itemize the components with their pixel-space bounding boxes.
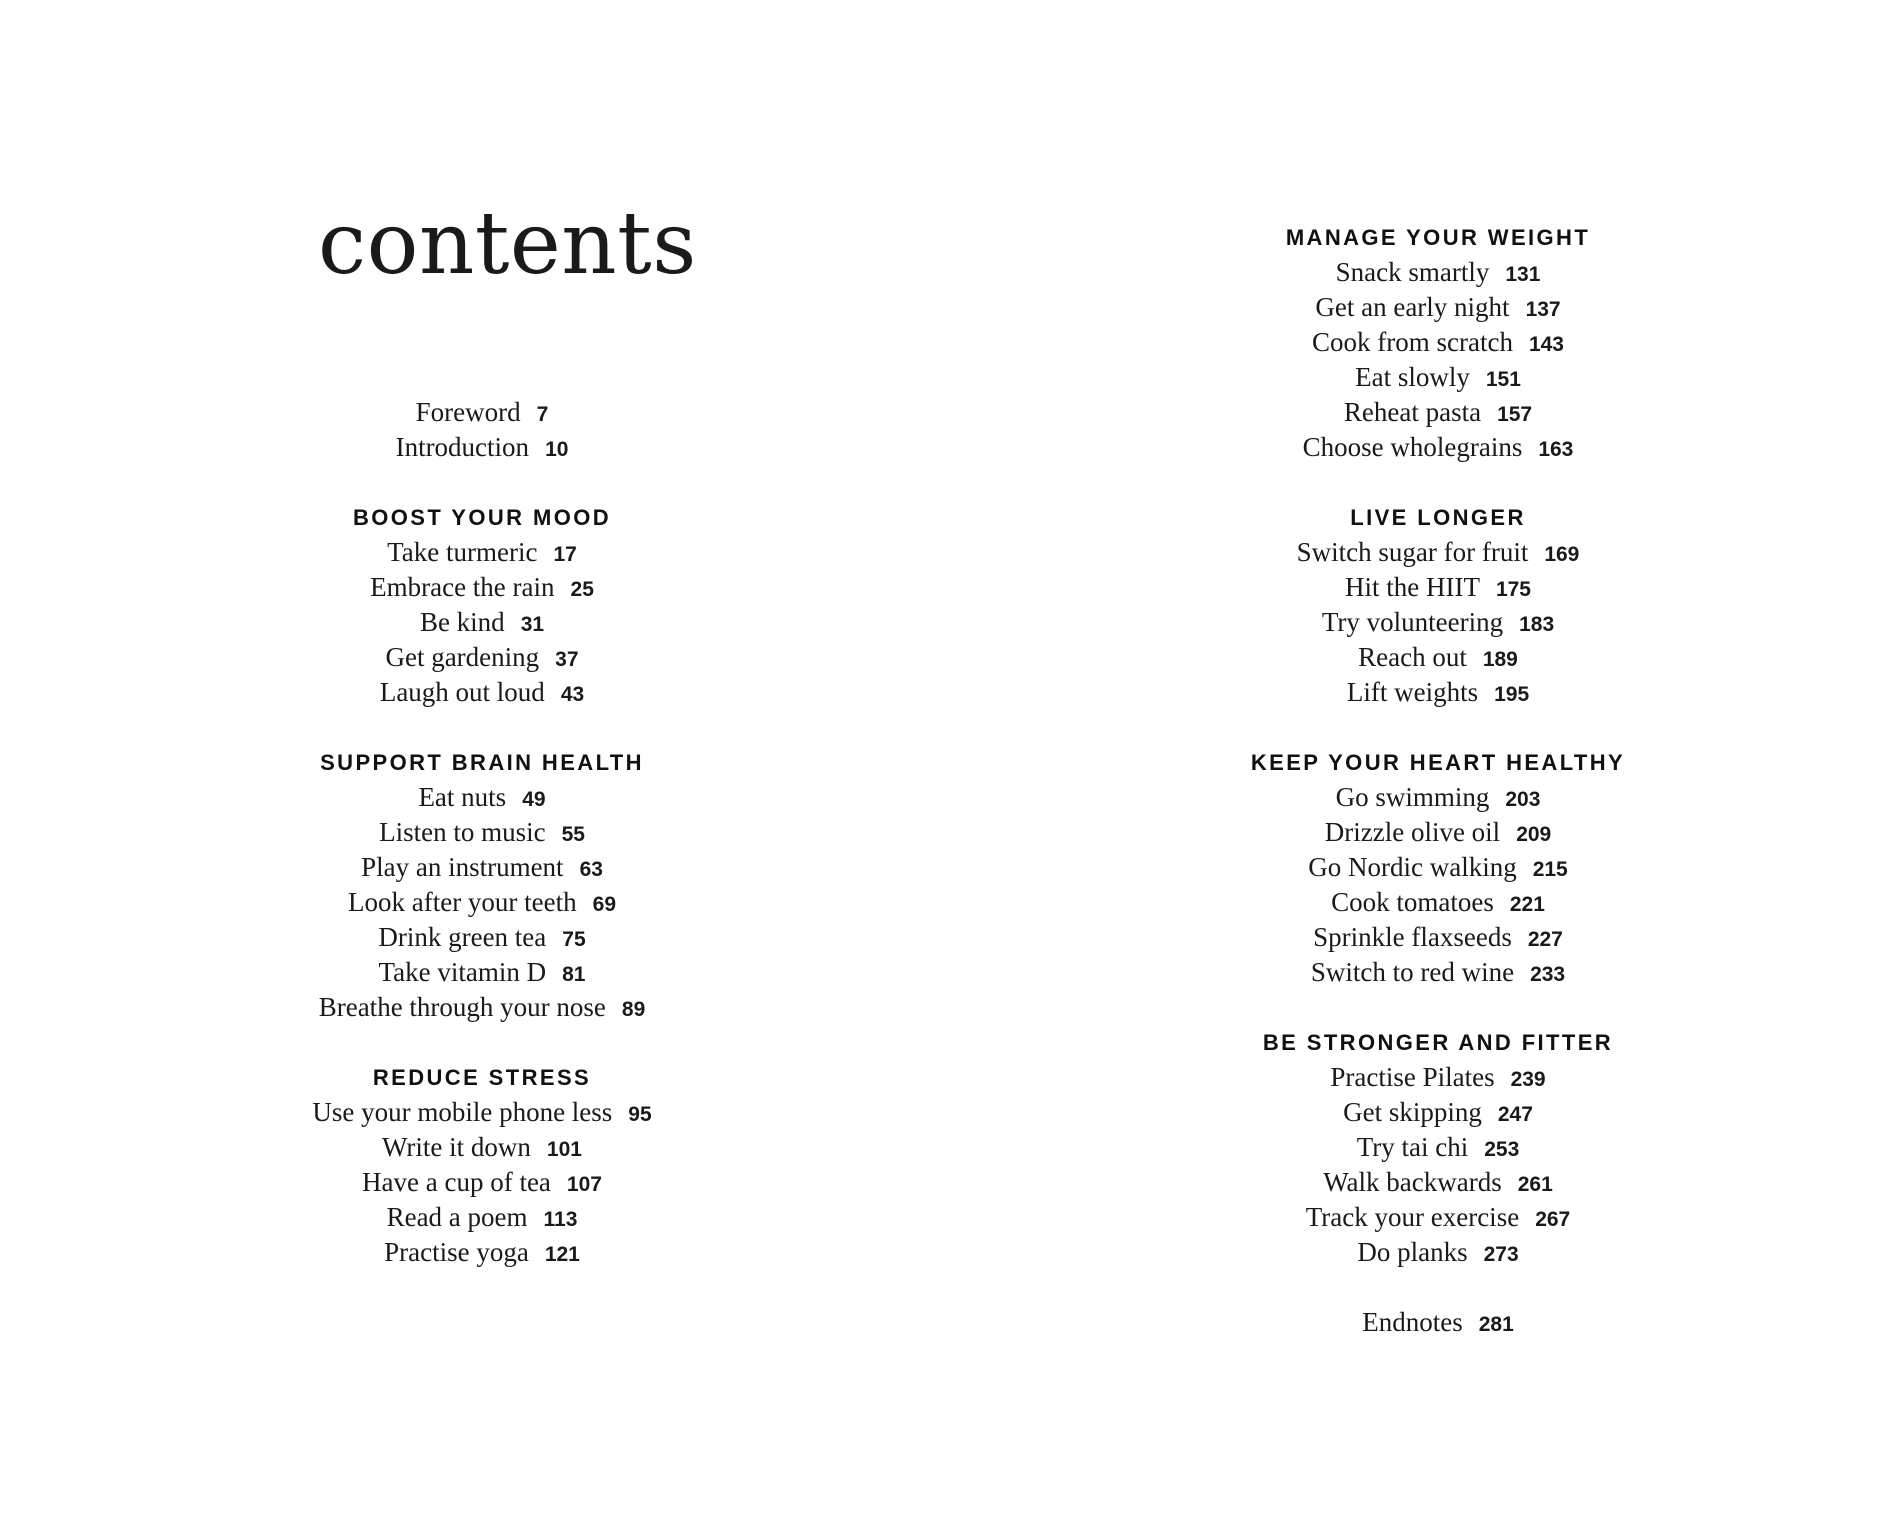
toc-entry[interactable] (1208, 885, 1668, 920)
toc-entry[interactable] (272, 1165, 692, 1200)
toc-entry[interactable] (272, 1095, 692, 1130)
toc-entry[interactable] (1208, 395, 1668, 430)
toc-entry-title: Look after your teeth (347, 887, 577, 917)
toc-entry-page-number: 247 (1497, 1103, 1533, 1126)
section-heading: KEEP YOUR HEART HEALTHY (1250, 750, 1626, 775)
toc-entry-title: Hit the HIIT (1344, 572, 1480, 602)
toc-entry-title: Do planks (1357, 1237, 1468, 1267)
toc-entry-page-number: 143 (1528, 333, 1564, 356)
toc-entry-page-number: 37 (555, 648, 579, 671)
toc-entry[interactable] (1208, 955, 1668, 990)
section-heading: REDUCE STRESS (372, 1065, 592, 1090)
toc-entry-page-number: 31 (520, 613, 545, 636)
toc-entry-title: Sprinkle flaxseeds (1313, 922, 1512, 952)
section-heading: BOOST YOUR MOOD (352, 505, 612, 530)
toc-entry-title: Be kind (419, 607, 505, 637)
toc-entry[interactable] (1208, 290, 1668, 325)
toc-entry-page-number: 101 (546, 1138, 582, 1161)
toc-entry[interactable] (1208, 430, 1668, 465)
toc-entry[interactable] (1208, 255, 1668, 290)
toc-entry-page-number: 267 (1535, 1208, 1571, 1231)
toc-entry-page-number: 209 (1516, 823, 1552, 846)
toc-entry-title: Try volunteering (1321, 607, 1504, 637)
toc-entry-title: Cook tomatoes (1331, 887, 1494, 917)
toc-entry[interactable] (272, 675, 692, 710)
section-heading: MANAGE YOUR WEIGHT (1285, 225, 1591, 250)
toc-entry[interactable] (1208, 675, 1668, 710)
toc-entry-page-number: 261 (1517, 1173, 1553, 1196)
toc-entry-title: Embrace the rain (370, 572, 555, 602)
toc-entry-title: Reheat pasta (1343, 397, 1482, 427)
toc-entry[interactable] (272, 1235, 692, 1270)
toc-entry-page-number: 253 (1484, 1138, 1520, 1161)
toc-entry-title: Eat slowly (1355, 362, 1470, 392)
toc-entry[interactable] (1208, 1130, 1668, 1165)
toc-entry[interactable] (1208, 605, 1668, 640)
toc-entry-page-number: 175 (1495, 578, 1531, 601)
toc-entry[interactable] (1208, 850, 1668, 885)
toc-entry-page-number: 215 (1532, 858, 1568, 881)
toc-entry-title: Laugh out loud (379, 677, 545, 707)
toc-entry-title: Have a cup of tea (362, 1167, 551, 1197)
toc-entry-title: Write it down (382, 1132, 531, 1162)
toc-entry-page-number: 63 (579, 858, 603, 881)
toc-entry-title: Take turmeric (387, 537, 538, 567)
toc-entry-title: Listen to music (379, 817, 546, 847)
section-heading: BE STRONGER AND FITTER (1262, 1030, 1614, 1055)
toc-entry[interactable] (1208, 360, 1668, 395)
toc-entry[interactable] (272, 430, 692, 465)
toc-entry-page-number: 183 (1519, 613, 1555, 636)
toc-entry-page-number: 221 (1509, 893, 1545, 916)
toc-section (1208, 1305, 1668, 1340)
toc-entry-page-number: 10 (545, 438, 569, 461)
toc-entry-page-number: 227 (1527, 928, 1563, 951)
toc-section (272, 395, 692, 465)
toc-entry[interactable] (272, 1200, 692, 1235)
toc-entry-page-number: 131 (1505, 263, 1541, 286)
toc-entry[interactable] (1208, 640, 1668, 675)
toc-entry-page-number: 69 (592, 893, 616, 916)
toc-entry-page-number: 233 (1530, 963, 1566, 986)
toc-entry-title: Get an early night (1315, 292, 1510, 322)
toc-entry-title: Use your mobile phone less (312, 1097, 613, 1127)
toc-entry[interactable] (272, 1130, 692, 1165)
toc-entry-title: Choose wholegrains (1302, 432, 1523, 462)
toc-entry-title: Take vitamin D (378, 957, 547, 987)
toc-entry-title: Drizzle olive oil (1324, 817, 1501, 847)
toc-entry-page-number: 239 (1510, 1068, 1546, 1091)
toc-section (1208, 1025, 1668, 1270)
toc-entry-title: Try tai chi (1356, 1132, 1469, 1162)
toc-entry[interactable] (1208, 1235, 1668, 1270)
toc-entry-page-number: 169 (1544, 543, 1580, 566)
toc-entry-page-number: 273 (1483, 1243, 1519, 1266)
toc-entry[interactable] (272, 990, 692, 1025)
toc-entry-title: Breathe through your nose (318, 992, 606, 1022)
toc-entry[interactable] (272, 955, 692, 990)
toc-entry-page-number: 137 (1525, 298, 1561, 321)
toc-entry[interactable] (272, 920, 692, 955)
toc-entry-page-number: 49 (522, 788, 546, 811)
toc-entry[interactable] (1208, 815, 1668, 850)
toc-entry-title: Practise yoga (384, 1237, 529, 1267)
toc-section (272, 745, 692, 1025)
toc-entry-page-number: 189 (1482, 648, 1518, 671)
toc-entry-title: Switch sugar for fruit (1296, 537, 1529, 567)
toc-entry-title: Foreword (415, 397, 521, 427)
section-heading: SUPPORT BRAIN HEALTH (320, 750, 644, 775)
page-title: contents (318, 194, 697, 294)
toc-entry-title: Read a poem (386, 1202, 528, 1232)
toc-entry-page-number: 113 (543, 1208, 578, 1231)
toc-entry-page-number: 107 (566, 1173, 602, 1196)
toc-entry[interactable] (1208, 920, 1668, 955)
toc-entry-title: Go swimming (1335, 782, 1490, 812)
toc-section (1208, 500, 1668, 710)
toc-entry[interactable] (272, 850, 692, 885)
toc-entry[interactable] (272, 570, 692, 605)
toc-entry[interactable] (272, 885, 692, 920)
toc-entry-page-number: 55 (561, 823, 585, 846)
toc-entry[interactable] (272, 395, 692, 430)
toc-entry-title: Play an instrument (361, 852, 564, 882)
toc-entry-page-number: 43 (560, 683, 585, 706)
toc-entry-title: Lift weights (1346, 677, 1479, 707)
toc-entry-page-number: 157 (1497, 403, 1533, 426)
toc-entry[interactable] (272, 780, 692, 815)
contents-left-column (272, 395, 692, 1305)
toc-entry[interactable] (272, 605, 692, 640)
toc-entry[interactable] (272, 535, 692, 570)
toc-entry-page-number: 81 (562, 963, 586, 986)
toc-entry-title: Reach out (1358, 642, 1467, 672)
toc-entry-page-number: 17 (553, 543, 577, 566)
toc-section (272, 1060, 692, 1270)
toc-entry-page-number: 281 (1478, 1313, 1514, 1336)
toc-entry-title: Cook from scratch (1312, 327, 1513, 357)
toc-entry[interactable] (1208, 535, 1668, 570)
toc-entry-title: Switch to red wine (1310, 957, 1515, 987)
toc-entry[interactable] (272, 815, 692, 850)
toc-entry-page-number: 203 (1505, 788, 1541, 811)
toc-entry-title: Track your exercise (1305, 1202, 1520, 1232)
toc-entry-title: Eat nuts (418, 782, 507, 812)
toc-entry-page-number: 7 (536, 403, 549, 426)
toc-entry-title: Endnotes (1362, 1307, 1463, 1337)
toc-entry-title: Introduction (395, 432, 530, 462)
toc-entry[interactable] (1208, 570, 1668, 605)
toc-entry-page-number: 195 (1494, 683, 1530, 706)
toc-entry[interactable] (1208, 325, 1668, 360)
toc-entry[interactable] (1208, 1200, 1668, 1235)
toc-section (272, 500, 692, 710)
toc-section (1208, 220, 1668, 465)
toc-entry[interactable] (1208, 1095, 1668, 1130)
toc-entry-title: Go Nordic walking (1308, 852, 1517, 882)
toc-entry-page-number: 121 (544, 1243, 580, 1266)
toc-entry-title: Get skipping (1343, 1097, 1482, 1127)
toc-entry-title: Snack smartly (1335, 257, 1490, 287)
toc-entry-page-number: 163 (1538, 438, 1574, 461)
toc-entry-title: Drink green tea (378, 922, 547, 952)
toc-section (1208, 745, 1668, 990)
toc-entry-page-number: 89 (621, 998, 646, 1021)
toc-entry-title: Walk backwards (1323, 1167, 1502, 1197)
toc-entry-page-number: 151 (1485, 368, 1521, 391)
toc-entry[interactable] (272, 640, 692, 675)
toc-entry[interactable] (1208, 1060, 1668, 1095)
contents-right-column (1208, 220, 1668, 1375)
toc-entry[interactable] (1208, 1165, 1668, 1200)
toc-entry-page-number: 25 (570, 578, 594, 601)
toc-entry-page-number: 75 (562, 928, 586, 951)
toc-entry-title: Practise Pilates (1330, 1062, 1495, 1092)
toc-entry[interactable] (1208, 780, 1668, 815)
toc-entry[interactable] (1208, 1305, 1668, 1340)
toc-entry-page-number: 95 (628, 1103, 652, 1126)
section-heading: LIVE LONGER (1350, 505, 1526, 530)
toc-entry-title: Get gardening (385, 642, 540, 672)
